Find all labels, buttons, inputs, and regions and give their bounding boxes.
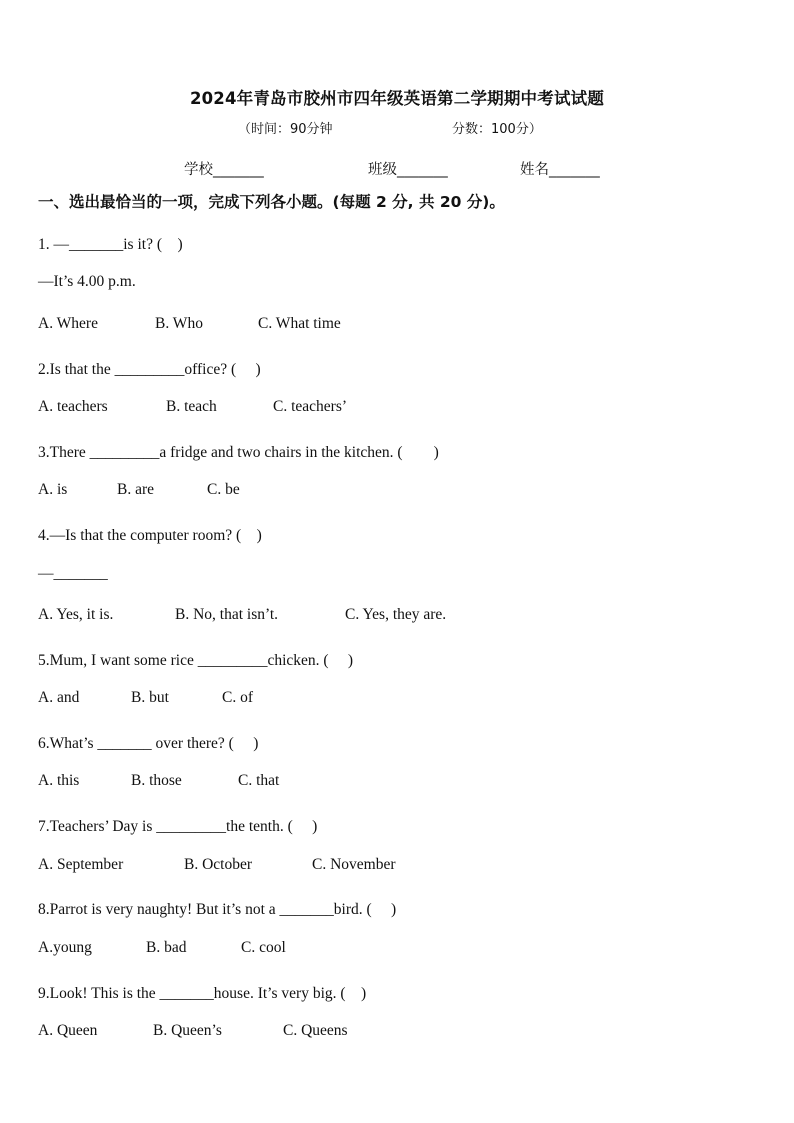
question-3-option-a: A. is [38, 481, 68, 498]
question-9-option-c: C. Queens [283, 1022, 348, 1039]
question-3-option-c: C. be [207, 481, 240, 498]
question-5-option-b: B. but [131, 689, 169, 706]
question-2-option-c: C. teachers’ [273, 398, 348, 415]
question-9-stem: 9.Look! This is the _______house. It’s very big. ( ) [38, 985, 367, 1002]
question-8-option-a: A.young [38, 939, 92, 956]
question-4-option-b: B. No, that isn’t. [175, 606, 279, 623]
question-2-option-b: B. teach [166, 398, 217, 415]
question-6-option-b: B. those [131, 772, 182, 789]
question-1-stem: 1. —_______is it? ( ) [38, 236, 183, 253]
question-5-stem: 5.Mum, I want some rice _________chicken. ( ) [38, 652, 354, 669]
question-5-option-c: C. of [222, 689, 253, 706]
question-3-option-b: B. are [117, 481, 155, 498]
page-title: 2024年青岛市胶州市四年级英语第二学期期中考试试题 [189, 89, 605, 108]
question-6-option-a: A. this [38, 772, 80, 789]
question-7-option-c: C. November [312, 856, 396, 873]
question-4-option-a: A. Yes, it is. [38, 606, 114, 623]
score-label: 分数：100分） [452, 122, 542, 137]
question-1-answer-line: —It’s 4.00 p.m. [38, 273, 136, 290]
question-1-option-a: A. Where [38, 315, 98, 332]
question-6-stem: 6.What’s _______ over there? ( ) [38, 735, 259, 752]
question-7-option-b: B. October [184, 856, 253, 873]
question-4-option-c: C. Yes, they are. [345, 606, 447, 623]
section-heading: 一、选出最恰当的一项，完成下列各小题。(每题 2 分, 共 20 分)。 [38, 193, 505, 211]
question-7-stem: 7.Teachers’ Day is _________the tenth. ( ) [38, 818, 318, 835]
question-4-answer-line: —_______ [38, 565, 108, 582]
question-2-option-a: A. teachers [38, 398, 108, 415]
question-1-option-c: C. What time [258, 315, 341, 332]
question-8-option-b: B. bad [146, 939, 187, 956]
question-3-stem: 3.There _________a fridge and two chairs in the kitchen. ( ) [38, 444, 439, 461]
question-2-stem: 2.Is that the _________office? ( ) [38, 361, 261, 378]
question-4-stem: 4.—Is that the computer room? ( ) [38, 527, 262, 544]
question-8-option-c: C. cool [241, 939, 286, 956]
question-9-option-a: A. Queen [38, 1022, 98, 1039]
name-field: 姓名_______ [520, 162, 600, 178]
question-7-option-a: A. September [38, 856, 124, 873]
class-field: 班级_______ [368, 162, 448, 178]
time-label: （时间：90分钟 [238, 122, 333, 137]
school-field: 学校_______ [184, 162, 264, 178]
question-8-stem: 8.Parrot is very naughty! But it’s not a _______bird. ( ) [38, 901, 397, 918]
question-6-option-c: C. that [238, 772, 280, 789]
question-1-option-b: B. Who [155, 315, 203, 332]
question-5-option-a: A. and [38, 689, 80, 706]
question-9-option-b: B. Queen’s [153, 1022, 222, 1039]
